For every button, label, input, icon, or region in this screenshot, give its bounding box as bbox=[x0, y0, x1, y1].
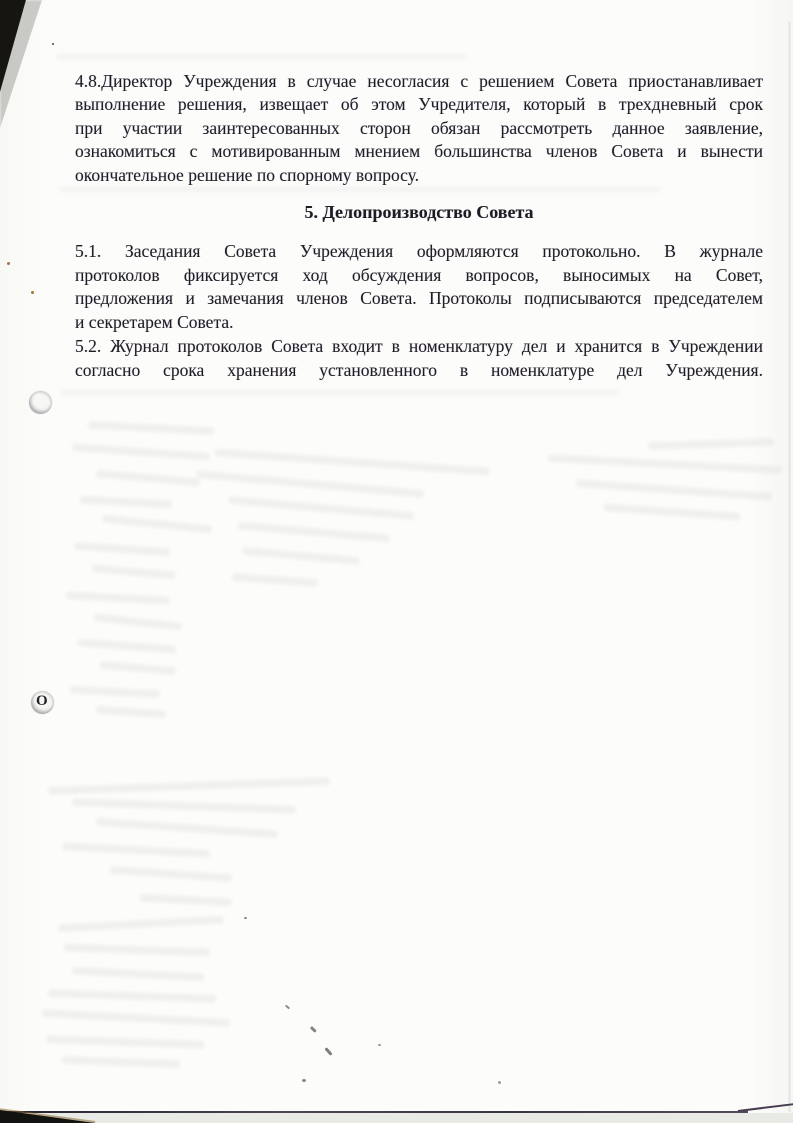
bleed-through-smudge bbox=[88, 421, 214, 436]
paragraph-line: при участии заинтересованных сторон обязан рассмотреть данное заявление, bbox=[75, 117, 763, 138]
paragraph-5-1 bbox=[75, 240, 763, 335]
bleed-through-smudge bbox=[94, 613, 182, 630]
paragraph-line: согласно срока хранения установленного в номенклатуре дел Учреждения. bbox=[75, 359, 763, 380]
bleed-through-smudge bbox=[58, 916, 224, 933]
dust-speck bbox=[324, 1047, 332, 1056]
bleed-through-smudge bbox=[648, 438, 774, 450]
paragraph-line: 4.8.Директор Учреждения в случае несогласия с решением Совета приостанавливает bbox=[75, 71, 763, 91]
dust-speck bbox=[285, 1005, 290, 1010]
scanner-bed-strip bbox=[0, 1113, 793, 1123]
dust-speck bbox=[31, 291, 34, 294]
paragraph-line: протоколов фиксируется ход обсуждения вопросов, выносимых на Совет, bbox=[75, 264, 763, 285]
hole-punch-top bbox=[29, 391, 52, 414]
dust-speck bbox=[244, 917, 247, 919]
paragraph-line: 5.1. Заседания Совета Учреждения оформляются протокольно. В журнале bbox=[75, 241, 763, 261]
bleed-through-smudge bbox=[60, 187, 660, 192]
bleed-through-smudge bbox=[214, 448, 490, 475]
bleed-through-smudge bbox=[70, 686, 160, 699]
bleed-through-smudge bbox=[72, 443, 210, 461]
bleed-through-smudge bbox=[604, 503, 740, 520]
section-5-heading: 5. Делопроизводство Совета bbox=[304, 202, 534, 222]
bleed-through-smudge bbox=[64, 943, 210, 956]
bleed-through-smudge bbox=[110, 866, 232, 882]
bleed-through-smudge bbox=[548, 454, 782, 474]
bleed-through-smudge bbox=[238, 521, 390, 542]
dust-speck bbox=[302, 1079, 306, 1082]
bleed-through-smudge bbox=[46, 1035, 204, 1049]
bleed-through-smudge bbox=[232, 573, 318, 587]
bleed-through-smudge bbox=[48, 989, 216, 1003]
bleed-through-smudge bbox=[80, 496, 172, 509]
bleed-through-smudge bbox=[96, 818, 278, 839]
bleed-through-smudge bbox=[56, 54, 466, 59]
bleed-through-letter: О bbox=[36, 693, 48, 709]
page-bottom-edge-curve bbox=[738, 1103, 793, 1112]
bleed-through-smudge bbox=[196, 470, 424, 498]
paragraph-5-2 bbox=[75, 335, 763, 382]
paragraph-4-8 bbox=[75, 70, 763, 187]
paragraph-line: окончательное решение по спорному вопросу. bbox=[75, 164, 420, 185]
bleed-through-smudge bbox=[576, 479, 772, 501]
bleed-through-smudge bbox=[78, 639, 176, 654]
dust-speck bbox=[498, 1081, 501, 1084]
dust-speck bbox=[52, 43, 54, 45]
paragraph-line: и секретарем Совета. bbox=[75, 312, 234, 333]
bleed-through-smudge bbox=[72, 798, 296, 814]
bleed-through-smudge bbox=[96, 706, 166, 719]
bleed-through-smudge bbox=[48, 777, 330, 795]
bleed-through-smudge bbox=[72, 967, 204, 982]
bleed-through-smudge bbox=[96, 469, 200, 486]
bleed-through-smudge bbox=[92, 564, 176, 579]
bleed-through-smudge bbox=[242, 547, 360, 565]
hole-punch-bottom bbox=[31, 691, 54, 714]
dust-speck bbox=[7, 262, 10, 265]
dust-speck bbox=[310, 1026, 317, 1033]
bleed-through-smudge bbox=[60, 390, 620, 395]
bleed-through-smudge bbox=[62, 1056, 180, 1068]
bleed-through-smudge bbox=[42, 1009, 230, 1027]
bleed-through-smudge bbox=[100, 661, 176, 676]
bleed-through-smudge bbox=[228, 496, 414, 520]
bleed-through-smudge bbox=[140, 894, 232, 907]
dust-speck bbox=[378, 1044, 381, 1046]
bleed-through-smudge bbox=[102, 514, 212, 533]
bleed-through-smudge bbox=[66, 591, 170, 604]
bleed-through-smudge bbox=[62, 842, 210, 858]
paragraph-line: ознакомиться с мотивированным мнением большинства членов Совета и вынести bbox=[75, 141, 763, 162]
paragraph-line: 5.2. Журнал протоколов Совета входит в номенклатуру дел и хранится в Учреждении bbox=[75, 335, 763, 356]
page-right-edge-shadow bbox=[789, 22, 791, 1112]
bleed-through-smudge bbox=[74, 542, 170, 557]
paragraph-line: предложения и замечания членов Совета. Протоколы подписываются председателем bbox=[75, 288, 763, 309]
paragraph-line: выполнение решения, извещает об этом Учредителя, который в трехдневный срок bbox=[75, 94, 763, 115]
